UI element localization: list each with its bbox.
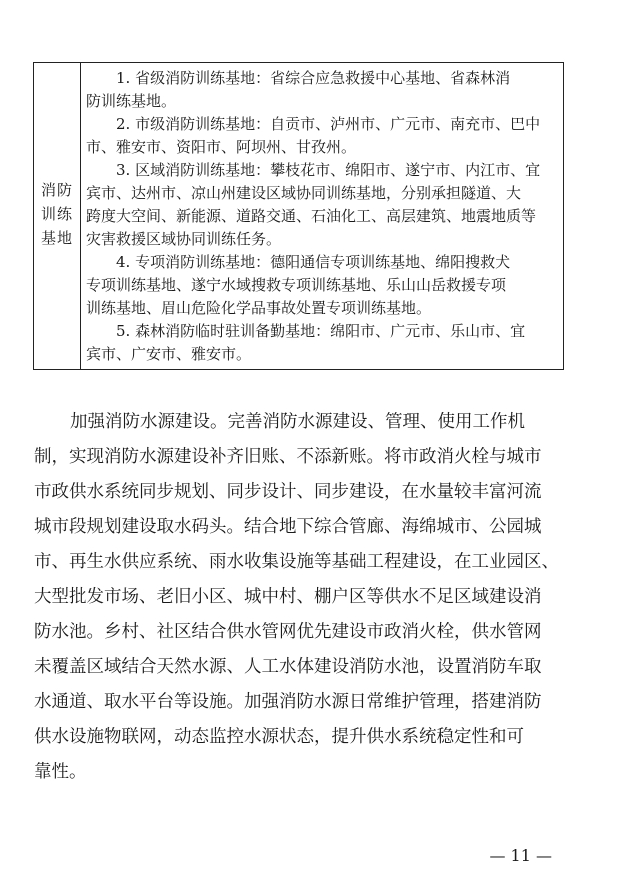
table-cell-line: 训练基地、眉山危险化学品事故处置专项训练基地。 bbox=[86, 299, 432, 317]
table-cell-line: 2. 市级消防训练基地：自贡市、泸州市、广元市、南充市、巴中 bbox=[86, 115, 541, 133]
row-label-line: 训练 bbox=[40, 205, 73, 223]
paragraph-line: 水通道、取水平台等设施。加强消防水源日常维护管理，搭建消防 bbox=[34, 692, 542, 712]
table-cell-line: 专项训练基地、遂宁水域搜救专项训练基地、乐山山岳救援专项 bbox=[86, 276, 507, 294]
paragraph-line: 市、再生水供应系统、雨水收集设施等基础工程建设，在工业园区、 bbox=[34, 552, 559, 572]
row-label-line: 基地 bbox=[40, 229, 73, 247]
table-cell-line: 跨度大空间、新能源、道路交通、石油化工、高层建筑、地震地质等 bbox=[86, 207, 537, 225]
table-cell-line: 宾市、广安市、雅安市。 bbox=[86, 345, 252, 363]
row-label-line: 消防 bbox=[40, 181, 73, 199]
table-cell-line: 5. 森林消防临时驻训备勤基地：绵阳市、广元市、乐山市、宜 bbox=[86, 322, 526, 340]
paragraph-line: 市政供水系统同步规划、同步设计、同步建设，在水量较丰富河流 bbox=[34, 482, 542, 502]
table-cell-line: 灾害救援区域协同训练任务。 bbox=[86, 230, 282, 248]
paragraph-line: 加强消防水源建设。完善消防水源建设、管理、使用工作机 bbox=[70, 412, 525, 432]
paragraph-line: 制，实现消防水源建设补齐旧账、不添新账。将市政消火栓与城市 bbox=[34, 447, 542, 467]
page-number: — 11 — bbox=[489, 846, 552, 865]
paragraph-line: 防水池。乡村、社区结合供水管网优先建设市政消火栓，供水管网 bbox=[34, 622, 542, 642]
paragraph-line: 城市段规划建设取水码头。结合地下综合管廊、海绵城市、公园城 bbox=[34, 517, 542, 537]
table-cell-line: 市、雅安市、资阳市、阿坝州、甘孜州。 bbox=[86, 138, 357, 156]
paragraph-line: 未覆盖区域结合天然水源、人工水体建设消防水池，设置消防车取 bbox=[34, 657, 542, 677]
table-cell-line: 3. 区域消防训练基地：攀枝花市、绵阳市、遂宁市、内江市、宜 bbox=[86, 161, 541, 179]
table-column-divider bbox=[80, 62, 81, 370]
table-cell-line: 防训练基地。 bbox=[86, 92, 177, 110]
table-cell-line: 宾市、达州市、凉山州建设区域协同训练基地，分别承担隧道、大 bbox=[86, 184, 522, 202]
table-cell-line: 4. 专项消防训练基地：德阳通信专项训练基地、绵阳搜救犬 bbox=[86, 253, 511, 271]
paragraph-line: 供水设施物联网，动态监控水源状态，提升供水系统稳定性和可 bbox=[34, 727, 524, 747]
paragraph-line: 靠性。 bbox=[34, 762, 87, 782]
table-cell-line: 1. 省级消防训练基地：省综合应急救援中心基地、省森林消 bbox=[86, 69, 511, 87]
paragraph-line: 大型批发市场、老旧小区、城中村、棚户区等供水不足区域建设消 bbox=[34, 587, 542, 607]
table-row-label bbox=[34, 178, 80, 250]
